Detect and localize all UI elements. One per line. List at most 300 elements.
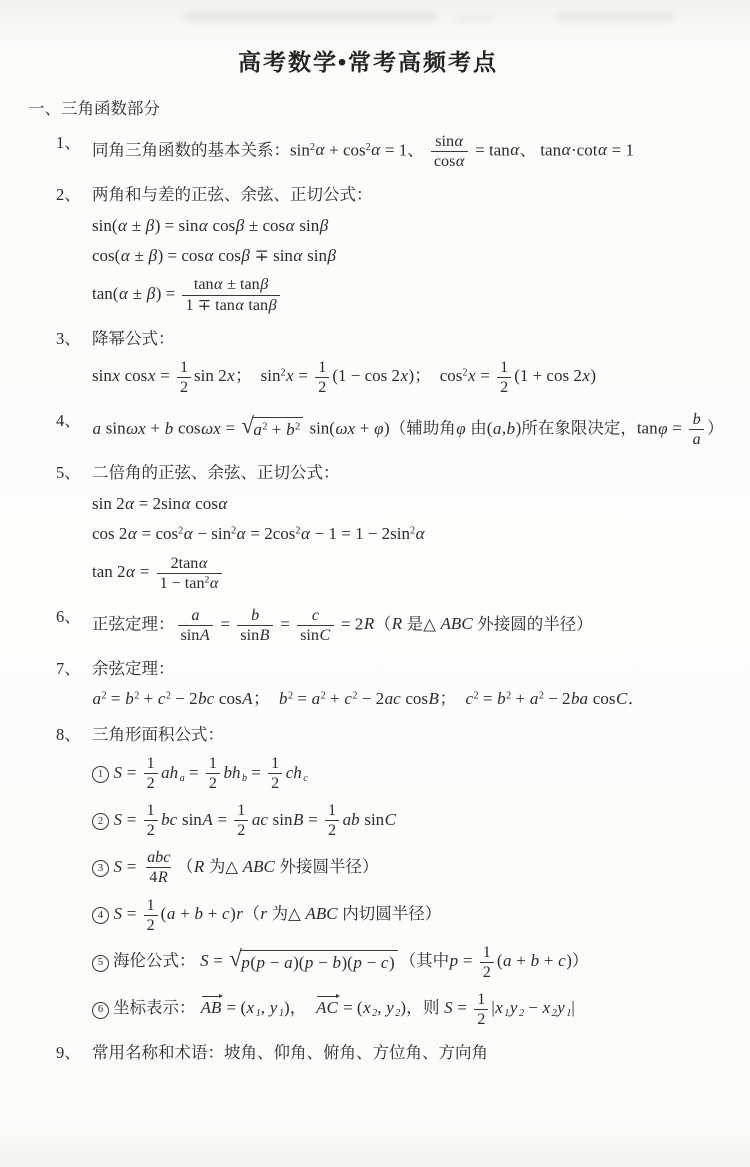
math-text: （ — [374, 614, 392, 634]
formula-row — [92, 215, 736, 237]
math-text: ωx — [335, 418, 356, 438]
math-text: = — [478, 689, 497, 709]
superscript: 2 — [309, 141, 315, 153]
math-text: α — [198, 554, 208, 572]
math-text: − sin — [193, 524, 232, 544]
math-text: tan 2 — [92, 562, 126, 582]
math-text: = — [106, 689, 125, 709]
circled-number: 4 — [92, 907, 109, 924]
math-text: tan( — [92, 283, 119, 303]
row-content — [92, 724, 736, 746]
math-text: ) — [388, 952, 395, 972]
fraction-denominator — [297, 625, 334, 645]
math-text: , — [377, 998, 386, 1018]
item-number: 2、 — [56, 185, 81, 205]
row-content — [92, 524, 425, 543]
math-text: 1 — [179, 359, 189, 376]
row-content — [92, 184, 736, 206]
math-text: = — [458, 951, 477, 971]
row-content — [92, 132, 736, 171]
row-content — [92, 494, 228, 513]
math-text: = — [122, 903, 141, 923]
math-text: 外接圆半径） — [275, 856, 379, 876]
math-text: 1 — [482, 943, 491, 961]
superscript: 2 — [262, 421, 268, 433]
math-text: + — [203, 903, 222, 923]
math-text: c — [558, 951, 566, 971]
math-text: | — [491, 998, 495, 1018]
math-text: cos — [213, 246, 241, 265]
fraction-denominator — [431, 151, 468, 171]
math-text: b — [506, 418, 516, 438]
math-text: b — [278, 689, 288, 709]
formula-row — [92, 990, 736, 1029]
fraction-numerator — [325, 801, 339, 820]
math-text: ± — [130, 246, 149, 265]
math-text: ) — [384, 418, 390, 438]
math-text: cos — [190, 493, 218, 513]
math-text: ab — [342, 809, 360, 829]
math-text: α — [454, 133, 464, 150]
math-text: 1 ∓ tan — [185, 296, 235, 314]
math-text: ) = cos — [157, 246, 204, 265]
math-text: α — [455, 153, 465, 171]
math-text: α — [125, 493, 135, 513]
fraction-denominator — [268, 773, 282, 793]
fraction — [234, 801, 248, 840]
math-text: 二倍角的正弦、余弦、正切公式： — [92, 463, 340, 483]
math-text: )( — [341, 952, 353, 972]
math-text: B — [259, 626, 270, 644]
math-text: − 2 — [171, 689, 198, 709]
row-content — [92, 462, 736, 484]
fraction-numerator — [689, 410, 704, 429]
row-content — [92, 689, 645, 708]
fraction — [182, 275, 280, 314]
math-text: ( — [160, 903, 167, 923]
formula-row — [92, 275, 736, 314]
scan-artifact — [556, 13, 674, 21]
math-text: c — [380, 952, 389, 972]
math-text: a — [502, 951, 512, 971]
math-text: （其中 — [399, 951, 450, 971]
math-text: β — [241, 246, 250, 265]
superscript: 2 — [287, 690, 294, 702]
fraction-numerator — [248, 606, 263, 625]
math-text: b — [286, 420, 295, 440]
math-text: 2tan — [170, 554, 199, 572]
math-text: = — [122, 762, 141, 782]
subscript: 2 — [518, 1008, 525, 1020]
math-text: = — [247, 762, 266, 782]
math-text: R — [193, 856, 205, 876]
math-text: ah — [161, 762, 179, 782]
math-text: − — [265, 952, 284, 972]
math-text: ± — [128, 283, 147, 303]
math-text: ba — [571, 689, 589, 709]
math-text: ) — [230, 903, 236, 923]
math-text: α — [126, 562, 135, 582]
item-row — [56, 724, 736, 746]
math-text: y — [557, 998, 565, 1018]
radicand — [252, 417, 303, 441]
subscript: 2 — [372, 1008, 378, 1020]
math-text: tan — [636, 418, 658, 438]
fraction-denominator — [480, 962, 494, 982]
fraction — [315, 358, 329, 397]
math-text: α — [415, 524, 425, 544]
math-text: sin — [268, 809, 293, 829]
item-row — [56, 328, 736, 350]
section-heading: 一、三角函数部分 — [28, 99, 160, 118]
math-text: sin — [240, 626, 260, 644]
math-text: α — [300, 524, 310, 544]
math-text: S — [113, 762, 122, 782]
math-text: 1 — [146, 802, 155, 820]
math-text: a — [191, 606, 200, 624]
fraction-denominator — [144, 915, 158, 935]
formula-row — [92, 801, 736, 840]
math-text: 同角三角函数的基本关系： — [92, 140, 290, 160]
math-text: = cos — [137, 524, 179, 544]
math-text: ) = — [155, 283, 180, 303]
math-text: 坐标表示： — [113, 998, 200, 1018]
math-text: R — [391, 614, 403, 634]
math-text: ） — [707, 418, 724, 438]
math-text: 常用名称和术语：坡角、仰角、俯角、方位角、方向角 — [92, 1042, 488, 1062]
math-text: r — [260, 903, 267, 923]
math-text: cos — [208, 215, 236, 235]
math-text: p — [256, 952, 265, 972]
fraction-numerator — [168, 554, 211, 573]
math-text: ( — [486, 418, 493, 438]
subscript: a — [179, 772, 185, 784]
math-text: α — [214, 276, 223, 294]
math-text: α — [127, 524, 137, 544]
fraction — [497, 358, 511, 397]
math-text: φ — [456, 418, 466, 438]
math-text: 、 — [519, 140, 541, 160]
math-text: sin — [300, 626, 319, 644]
fraction-numerator — [480, 943, 494, 962]
math-text: 1 — [208, 755, 217, 773]
superscript: 2 — [101, 690, 107, 702]
fraction-numerator — [191, 275, 272, 294]
math-text: = 2sin — [134, 493, 181, 513]
row-content — [92, 246, 336, 265]
math-text: ·cot — [571, 140, 598, 160]
fraction-numerator — [234, 801, 248, 820]
superscript: 2 — [352, 690, 358, 702]
math-text: 1 — [318, 359, 327, 376]
math-text: A — [199, 626, 210, 644]
math-text: = 2cos — [246, 524, 296, 544]
fraction — [144, 848, 174, 887]
math-text: )， — [400, 998, 424, 1018]
math-text: α — [118, 283, 128, 303]
math-text: 正弦定理： — [92, 614, 175, 634]
fraction-numerator — [497, 358, 511, 377]
math-text: p — [304, 952, 314, 972]
fraction-numerator — [144, 754, 158, 773]
math-text: (1 + cos 2 — [514, 366, 582, 386]
math-text: sin — [435, 133, 455, 150]
math-text: β — [327, 246, 336, 265]
math-text: )， — [283, 998, 316, 1018]
math-text: 2 — [179, 379, 189, 397]
math-text: ± — [127, 215, 146, 235]
math-text: α — [510, 140, 520, 160]
square-root — [229, 945, 397, 974]
fraction — [268, 754, 282, 793]
math-text: = — [122, 856, 141, 876]
math-text: ABC — [305, 903, 338, 923]
item-row — [56, 1042, 736, 1064]
math-text: ac — [384, 689, 401, 709]
math-text: )； cos — [408, 366, 463, 386]
math-text: ( — [496, 951, 503, 971]
math-text: p — [449, 951, 459, 971]
math-text: 余弦定理： — [92, 658, 175, 678]
math-text: tan — [193, 276, 214, 294]
math-text: ch — [285, 762, 302, 782]
row-content — [92, 802, 397, 840]
superscript: 2 — [462, 367, 468, 379]
math-text: α — [236, 524, 246, 544]
fraction — [474, 990, 488, 1029]
formula-row — [92, 245, 736, 267]
math-text: C — [615, 689, 628, 709]
subscript: 1 — [255, 1008, 261, 1020]
subscript: 2 — [395, 1008, 401, 1020]
fraction-denominator — [497, 377, 511, 397]
math-text: α — [198, 215, 208, 235]
superscript: 2 — [134, 690, 140, 702]
fraction-numerator — [177, 358, 191, 377]
item-row — [56, 606, 736, 645]
row-content — [92, 990, 575, 1028]
math-text: a — [92, 689, 101, 709]
fraction-numerator — [432, 132, 466, 151]
fraction-denominator — [325, 820, 339, 840]
math-text: cos — [120, 366, 148, 386]
math-text: = — [303, 809, 322, 829]
fraction-denominator — [315, 377, 329, 397]
row-content — [92, 658, 736, 680]
math-text: 2 — [477, 1010, 486, 1028]
math-text: = — [184, 762, 203, 782]
item-row — [56, 184, 736, 206]
item-number: 9、 — [56, 1042, 81, 1062]
math-text: = 1 — [380, 140, 408, 160]
row-content — [92, 1042, 736, 1064]
math-text: 2 — [208, 775, 217, 793]
math-text: β — [268, 296, 277, 314]
math-text: = — [293, 689, 312, 709]
math-text: ( — [250, 952, 256, 972]
math-text: x — [246, 998, 255, 1018]
math-text: y — [386, 998, 394, 1018]
math-text: 为△ — [204, 856, 243, 876]
fraction — [431, 132, 468, 171]
math-text: α — [183, 524, 193, 544]
math-text: C — [384, 809, 397, 829]
math-text: 1 — [237, 802, 246, 820]
math-text: R — [363, 614, 375, 634]
math-text: r — [236, 903, 243, 923]
math-text: β — [260, 276, 269, 294]
radicand — [240, 950, 398, 974]
row-content — [92, 216, 329, 235]
math-text: = 1 — [607, 140, 634, 160]
fraction-numerator — [315, 358, 329, 377]
math-text: a — [529, 689, 539, 709]
circled-number: 5 — [92, 955, 109, 972]
math-text: cos — [433, 153, 456, 171]
fraction-numerator — [268, 754, 282, 773]
math-text: ac — [251, 809, 268, 829]
fraction-denominator — [689, 429, 704, 449]
math-text: a — [692, 431, 701, 449]
math-text: S — [113, 856, 122, 876]
math-text: α — [285, 215, 295, 235]
math-text: a — [166, 903, 176, 923]
math-text: = — [276, 614, 295, 634]
math-text: 1 — [477, 990, 486, 1008]
math-text: 两角和与差的正弦、余弦、正切公式： — [92, 185, 373, 205]
fraction — [157, 554, 222, 593]
math-text: p — [353, 952, 362, 972]
math-text: 4 — [149, 869, 158, 887]
math-text: − — [362, 952, 381, 972]
math-text: b — [164, 418, 174, 438]
math-text: β — [319, 215, 329, 235]
superscript: 2 — [231, 525, 237, 537]
math-text: 2 — [328, 822, 337, 840]
fraction-numerator — [308, 606, 322, 625]
math-text: a — [492, 418, 502, 438]
math-text: x — [542, 998, 551, 1018]
math-text: α — [371, 140, 381, 160]
circled-number: 6 — [92, 1002, 109, 1019]
math-text: x — [363, 998, 371, 1018]
row-content — [92, 606, 736, 645]
math-text: S — [113, 809, 122, 829]
item-row — [56, 462, 736, 484]
math-text: 2 — [237, 822, 246, 840]
math-text: p — [241, 952, 250, 972]
math-text: − — [524, 998, 543, 1018]
row-content — [92, 276, 283, 314]
math-text: 外接圆的半径） — [473, 614, 593, 634]
math-text: 所在象限决定， — [521, 418, 637, 438]
math-text: + — [146, 418, 165, 438]
math-text: = — [209, 951, 228, 971]
math-text: cos — [588, 689, 616, 709]
math-text: ωx — [126, 418, 146, 438]
math-text: ωx — [201, 418, 221, 438]
math-text: A — [242, 689, 253, 709]
math-text: y — [509, 998, 518, 1018]
math-text: 1 − tan — [159, 574, 205, 592]
subscript: 1 — [278, 1008, 284, 1020]
math-text: tan — [540, 140, 562, 160]
math-text: + — [267, 420, 286, 440]
math-text: x — [227, 366, 235, 386]
math-text: α — [561, 140, 571, 160]
math-text: a — [92, 418, 101, 438]
fraction-denominator — [182, 295, 280, 315]
math-text: 则 — [423, 998, 444, 1018]
math-text: = — [216, 614, 235, 634]
math-text: c — [344, 689, 352, 709]
math-text: α — [315, 140, 325, 160]
math-text: α — [181, 493, 191, 513]
math-text: φ — [374, 418, 384, 438]
math-text: x — [147, 366, 156, 386]
fraction — [144, 754, 158, 793]
math-text: α — [597, 140, 607, 160]
math-text: (1 − cos 2 — [332, 366, 400, 386]
item-number: 8、 — [56, 724, 81, 744]
square-root — [241, 413, 303, 441]
math-text: sin — [302, 246, 327, 265]
math-text: + — [355, 418, 374, 438]
fraction — [144, 801, 158, 840]
item-number: 3、 — [56, 328, 81, 348]
page-title: 高考数学•常考高频考点 — [237, 49, 499, 75]
math-text: abc — [147, 849, 171, 867]
item-number: 4、 — [56, 411, 81, 431]
superscript: 2 — [506, 690, 512, 702]
math-text: ) = sin — [154, 215, 199, 235]
math-text: x — [467, 366, 476, 386]
superscript: 2 — [204, 574, 210, 586]
math-text: = — [155, 366, 174, 386]
math-text: + — [511, 951, 531, 971]
math-text: − — [313, 952, 332, 972]
superscript: 2 — [295, 421, 301, 433]
circled-number: 3 — [92, 860, 109, 877]
row-content — [92, 943, 589, 981]
math-text: = — [221, 418, 240, 438]
math-text: α — [209, 574, 219, 592]
math-text: sin 2 — [194, 366, 227, 386]
math-text: = — [122, 809, 141, 829]
math-text: sin — [101, 418, 126, 438]
math-text: 2 — [318, 379, 327, 397]
fraction-numerator — [206, 754, 220, 773]
math-text: sin — [360, 809, 385, 829]
fraction — [144, 896, 158, 935]
math-text: x — [112, 366, 120, 386]
math-text: a — [311, 689, 321, 709]
math-text: 由 — [466, 418, 487, 438]
math-text: = 2 — [336, 614, 364, 634]
math-text: 1 — [271, 755, 280, 773]
math-text: b — [251, 606, 260, 624]
math-text: α — [235, 296, 244, 314]
math-text: （ — [176, 856, 194, 876]
math-text: ； sin — [235, 366, 281, 386]
math-text: a — [284, 952, 293, 972]
fraction-denominator — [234, 820, 248, 840]
math-text: b — [194, 903, 203, 923]
fraction-denominator — [144, 773, 158, 793]
math-text: （辅助角 — [389, 418, 456, 438]
fraction — [178, 606, 214, 645]
superscript: 2 — [320, 690, 326, 702]
